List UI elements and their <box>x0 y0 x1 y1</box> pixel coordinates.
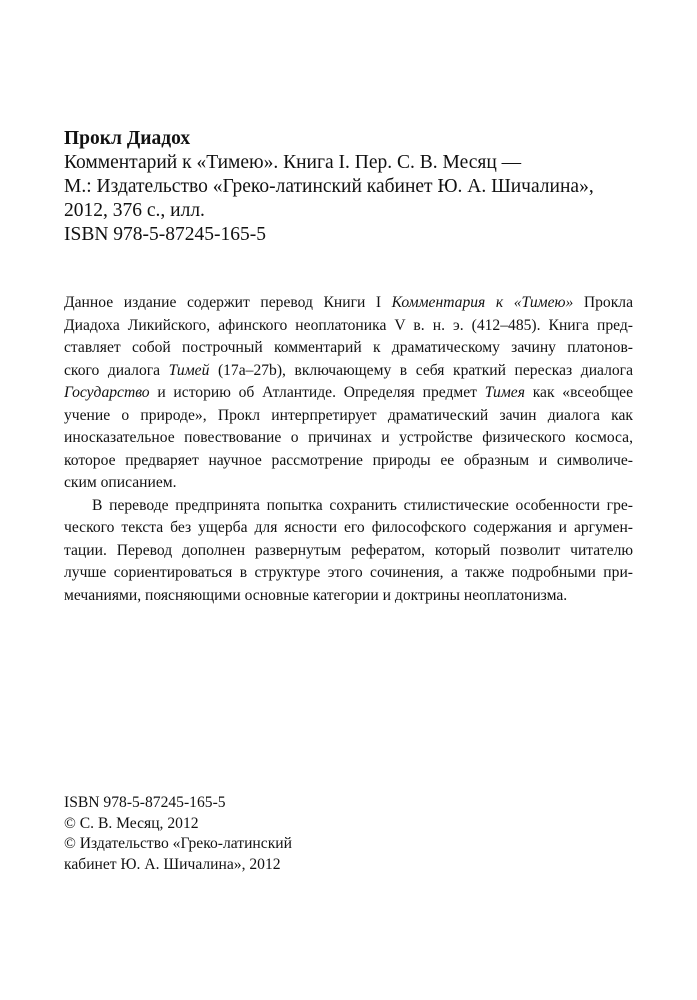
copyright-isbn: ISBN 978-5-87245-165-5 <box>64 794 226 811</box>
title-line: Комментарий к «Тимею». Книга I. Пер. С. В. Месяц — <box>64 152 522 173</box>
annotation-line: мечаниями, поясняющими основные категории и доктрины неоплатонизма. <box>64 586 568 604</box>
annotation-line: которое предваряет научное рассмотрение природы ее образным и символиче- <box>64 451 633 469</box>
annotation-line: ческого текста без ущерба для ясности его философского содержания и аргумен- <box>64 519 633 536</box>
copyright-block <box>64 793 464 875</box>
bibliographic-record <box>64 127 664 247</box>
author-name: Прокл Диадох <box>64 128 191 149</box>
isbn-line: ISBN 978-5-87245-165-5 <box>64 224 267 245</box>
annotation <box>64 292 633 607</box>
year-pages-line: 2012, 376 с., илл. <box>64 200 205 221</box>
copyright-publisher-cont: кабинет Ю. А. Шичалина», 2012 <box>64 855 281 873</box>
annotation-line: Данное издание содержит перевод Книги I Комментария к «Тимею» Прокла <box>64 294 633 311</box>
publisher-line: М.: Издательство «Греко-латинский кабинет Ю. А. Шичалина», <box>64 176 594 197</box>
annotation-line: Диадоха Ликийского, афинского неоплатоника V в. н. э. (412–485). Книга пред- <box>64 316 633 334</box>
annotation-line: В переводе предпринята попытка сохранить стилистические особенности гре- <box>92 496 633 514</box>
annotation-line: Государство и историю об Атлантиде. Определяя предмет Тимея как «всеобщее <box>64 384 633 401</box>
annotation-line: учение о природе», Прокл интерпретирует драматический зачин диалога как <box>64 406 633 424</box>
annotation-line: ского диалога Тимей (17a–27b), включающему в себя краткий пересказ диалога <box>64 361 633 379</box>
annotation-line: ским описанием. <box>64 474 177 491</box>
annotation-line: лучше сориентироваться в структуре этого сочинения, а также подробными при- <box>64 564 633 581</box>
annotation-line: ставляет собой построчный комментарий к драматическому зачину платонов- <box>64 339 633 356</box>
copyright-translator: © С. В. Месяц, 2012 <box>64 814 199 832</box>
copyright-publisher: © Издательство «Греко-латинский <box>64 835 292 852</box>
annotation-line: иносказательное повествование о причинах и устройстве физического космоса, <box>64 429 633 446</box>
annotation-line: тации. Перевод дополнен развернутым рефератом, который позволит читателю <box>64 541 633 559</box>
